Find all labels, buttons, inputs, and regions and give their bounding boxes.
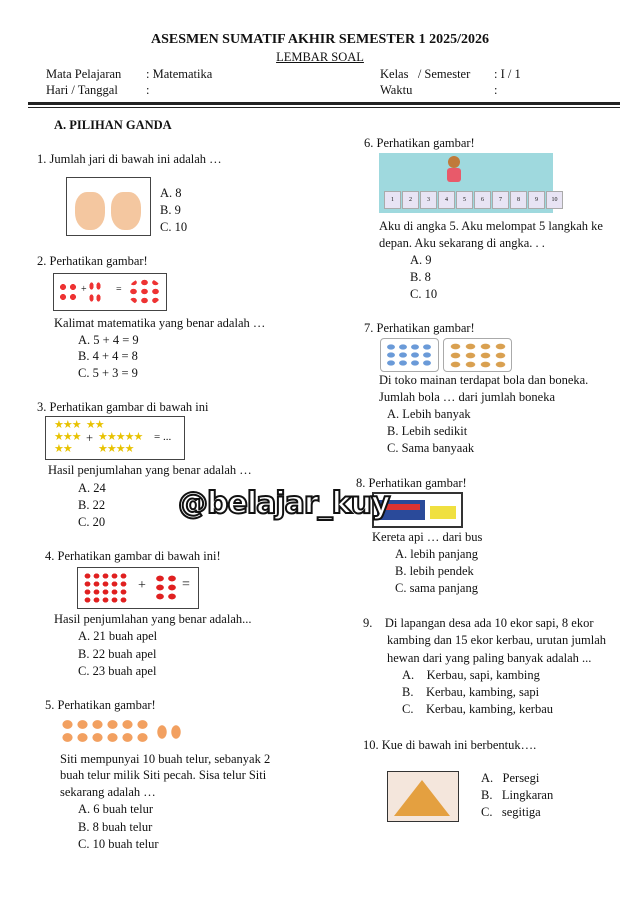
class-label: Kelas / Semester	[380, 67, 471, 81]
number-tile: 3	[420, 191, 437, 209]
q2-option-c[interactable]: C. 5 + 3 = 9	[78, 366, 138, 380]
q4-option-a[interactable]: A. 21 buah apel	[78, 629, 158, 643]
q8-option-a[interactable]: A. lebih panjang	[395, 547, 478, 561]
time-label: Waktu	[380, 83, 413, 97]
time-value: :	[494, 83, 498, 97]
q5-text: 5. Perhatikan gambar!	[45, 698, 156, 712]
cake-image	[387, 771, 459, 822]
number-tile: 10	[546, 191, 563, 209]
q7-option-b[interactable]: B. Lebih sedikit	[387, 424, 468, 438]
eggs-image	[60, 716, 184, 746]
date-label: Hari / Tanggal	[46, 83, 118, 97]
q4-text: 4. Perhatikan gambar di bawah ini!	[45, 549, 221, 563]
q2-option-a[interactable]: A. 5 + 4 = 9	[78, 333, 139, 347]
q5-prompt-2: buah telur milik Siti pecah. Sisa telur Siti	[60, 768, 267, 782]
q5-option-a[interactable]: A. 6 buah telur	[78, 802, 153, 816]
q10-option-a[interactable]: A. Persegi	[481, 771, 540, 785]
q6-prompt-2: depan. Aku sekarang di angka. . .	[379, 236, 545, 250]
q3-prompt: Hasil penjumlahan yang benar adalah …	[48, 463, 252, 477]
balls-image	[380, 338, 439, 372]
q9-option-c[interactable]: C. Kerbau, kambing, kerbau	[402, 702, 554, 716]
q2-text: 2. Perhatikan gambar!	[37, 254, 148, 268]
date-value: :	[146, 83, 150, 97]
number-tile: 9	[528, 191, 545, 209]
number-tile: 5	[456, 191, 473, 209]
q3-text: 3. Perhatikan gambar di bawah ini	[37, 400, 209, 414]
q5-prompt-3: sekarang adalah …	[60, 785, 156, 799]
header-divider	[28, 102, 620, 105]
q6-text: 6. Perhatikan gambar!	[364, 136, 475, 150]
q9-text-2: kambing dan 15 ekor kerbau, urutan jumlah	[387, 633, 607, 647]
q6-option-b[interactable]: B. 8	[410, 270, 431, 284]
q8-prompt: Kereta api … dari bus	[372, 530, 483, 544]
q7-prompt-1: Di toko mainan terdapat bola dan boneka.	[379, 373, 589, 387]
q7-option-a[interactable]: A. Lebih banyak	[387, 407, 471, 421]
q5-prompt-1: Siti mempunyai 10 buah telur, sebanyak 2	[60, 752, 271, 766]
stars-image: ★★★ ★★ ★★★ ★★ + ★★★★★ ★★★★ = ...	[45, 416, 185, 460]
watermark: @belajar_kuy	[178, 486, 390, 521]
q2-option-b[interactable]: B. 4 + 4 = 8	[78, 349, 138, 363]
q1-option-c[interactable]: C. 10	[160, 220, 188, 234]
header-divider-thin	[28, 107, 620, 108]
q6-option-c[interactable]: C. 10	[410, 287, 438, 301]
apples-image: + =	[77, 567, 199, 609]
q8-option-c[interactable]: C. sama panjang	[395, 581, 478, 595]
q4-option-c[interactable]: C. 23 buah apel	[78, 664, 157, 678]
q3-option-b[interactable]: B. 22	[78, 498, 106, 512]
number-tile: 8	[510, 191, 527, 209]
section-heading: A. PILIHAN GANDA	[54, 118, 172, 132]
q8-option-b[interactable]: B. lebih pendek	[395, 564, 474, 578]
q4-prompt: Hasil penjumlahan yang benar adalah...	[54, 612, 252, 626]
subject-label: Mata Pelajaran	[46, 67, 122, 81]
q6-prompt-1: Aku di angka 5. Aku melompat 5 langkah ke	[379, 219, 603, 233]
q9-text-3: hewan dari yang paling banyak adalah ...	[387, 651, 592, 665]
dolls-image	[443, 338, 512, 372]
number-tile: 4	[438, 191, 455, 209]
q1-text: 1. Jumlah jari di bawah ini adalah …	[37, 152, 222, 166]
q1-option-b[interactable]: B. 9	[160, 203, 181, 217]
q8-text: 8. Perhatikan gambar!	[356, 476, 467, 490]
number-tile: 2	[402, 191, 419, 209]
q7-text: 7. Perhatikan gambar!	[364, 321, 475, 335]
q10-option-b[interactable]: B. Lingkaran	[481, 788, 554, 802]
exam-title: ASESMEN SUMATIF AKHIR SEMESTER 1 2025/2026	[151, 32, 489, 47]
q5-option-c[interactable]: C. 10 buah telur	[78, 837, 159, 851]
exam-subtitle: LEMBAR SOAL	[276, 50, 364, 64]
q10-text: 10. Kue di bawah ini berbentuk….	[363, 738, 537, 752]
q10-option-c[interactable]: C. segitiga	[481, 805, 541, 819]
number-tile: 7	[492, 191, 509, 209]
subject-value: : Matematika	[146, 67, 213, 81]
number-line-image	[379, 153, 558, 213]
number-tile: 6	[474, 191, 491, 209]
q9-option-a[interactable]: A. Kerbau, sapi, kambing	[402, 668, 540, 682]
q3-option-c[interactable]: C. 20	[78, 515, 106, 529]
strawberries-image: + =	[53, 273, 167, 311]
q5-option-b[interactable]: B. 8 buah telur	[78, 820, 153, 834]
q3-option-a[interactable]: A. 24	[78, 481, 106, 495]
number-tile: 1	[384, 191, 401, 209]
q6-option-a[interactable]: A. 9	[410, 253, 432, 267]
q9-option-b[interactable]: B. Kerbau, kambing, sapi	[402, 685, 540, 699]
hands-image	[66, 177, 151, 236]
class-value: : I / 1	[494, 67, 521, 81]
q2-prompt: Kalimat matematika yang benar adalah …	[54, 316, 266, 330]
q7-option-c[interactable]: C. Sama banyaak	[387, 441, 475, 455]
q9-text-1: 9. Di lapangan desa ada 10 ekor sapi, 8 ekor	[363, 616, 594, 630]
q4-option-b[interactable]: B. 22 buah apel	[78, 647, 157, 661]
q1-option-a[interactable]: A. 8	[160, 186, 182, 200]
q7-prompt-2: Jumlah bola … dari jumlah boneka	[379, 390, 556, 404]
